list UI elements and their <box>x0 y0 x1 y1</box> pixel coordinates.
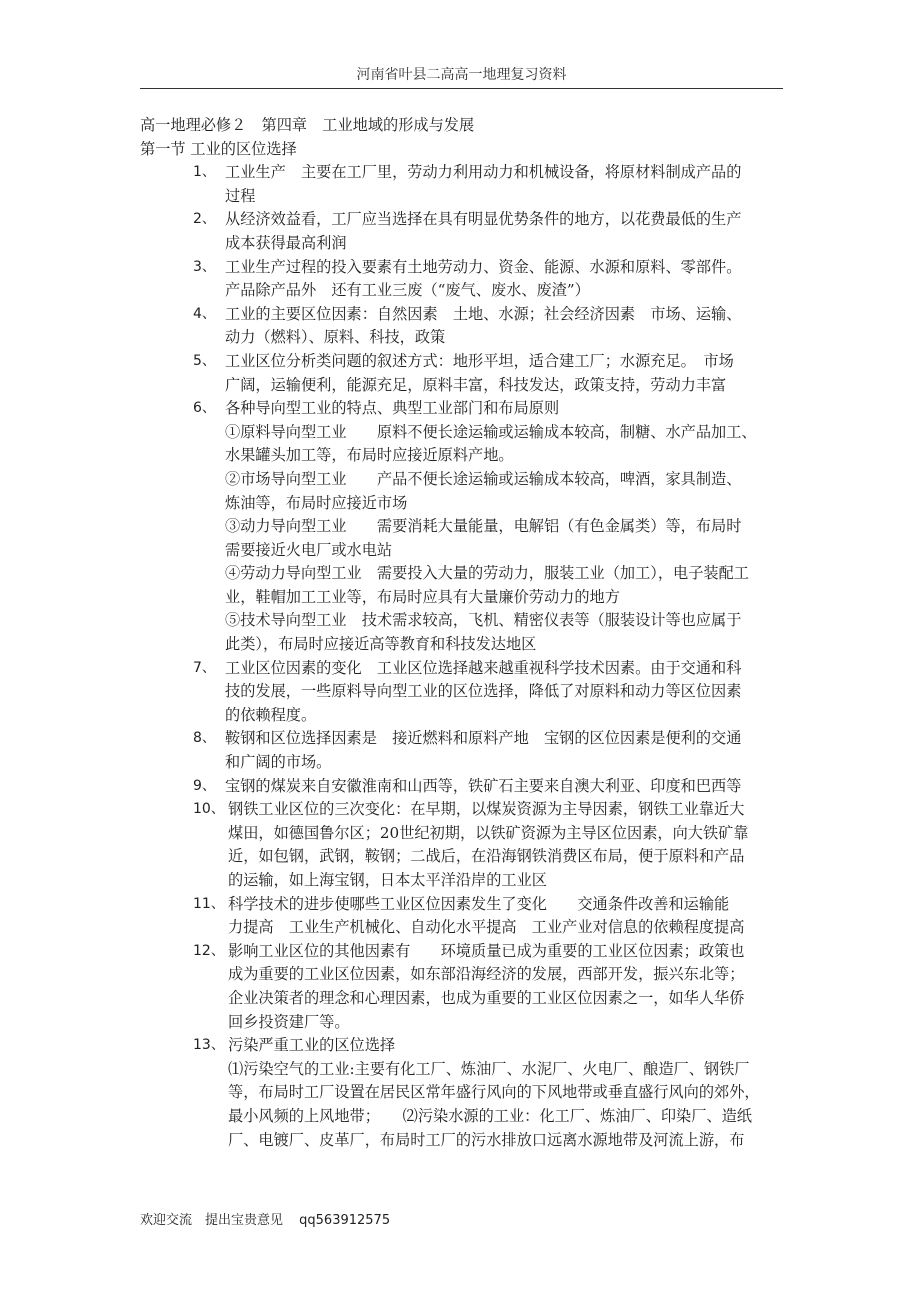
text-line: 的运输，如上海宝钢，日本太平洋沿岸的工业区 <box>228 871 547 889</box>
list-item-text <box>228 940 790 1034</box>
footer-message: 欢迎交流 提出宝贵意见 <box>140 1213 284 1228</box>
text-line: 科学技术的进步使哪些工业区位因素发生了变化 交通条件改善和运输能 <box>228 894 730 913</box>
text-line: 影响工业区位的其他因素有 环境质量已成为重要的工业区位因素；政策也 <box>228 941 745 960</box>
list-item-number: 6、 <box>193 400 216 417</box>
header-title: 河南省叶县二高高一地理复习资料 <box>356 67 567 83</box>
list-item <box>193 350 790 397</box>
text-line: ①原料导向型工业 原料不便长途运输或运输成本较高，制糖、水产品加工、 <box>225 422 757 441</box>
list-item <box>193 657 790 728</box>
list-item <box>193 727 790 774</box>
list-item <box>193 256 790 303</box>
list-item-text <box>225 208 790 255</box>
list-item-text <box>228 798 790 892</box>
section-heading: 第一节 工业的区位选择 <box>140 139 297 158</box>
list-item <box>193 798 790 892</box>
list-item-number: 9、 <box>193 777 216 794</box>
text-line: 回乡投资建厂等。 <box>228 1012 350 1031</box>
text-line: 各种导向型工业的特点、典型工业部门和布局原则 <box>225 399 560 418</box>
list-item-number: 3、 <box>193 258 216 275</box>
text-line: ③动力导向型工业 需要消耗大量能量，电解铝（有色金属类）等，布局时 <box>225 517 742 536</box>
numbered-list <box>140 161 790 1152</box>
list-item-text <box>225 161 790 208</box>
list-item-text <box>225 727 790 774</box>
text-line: 成本获得最高利润 <box>225 233 347 252</box>
list-item-number: 13、 <box>193 1037 225 1054</box>
text-line: 过程 <box>225 186 256 205</box>
text-line: ④劳动力导向型工业 需要投入大量的劳动力，服装工业（加工），电子装配工 <box>225 564 749 583</box>
text-line: ②市场导向型工业 产品不便长途运输或运输成本较高，啤酒，家具制造、 <box>225 469 742 488</box>
text-line: 工业的主要区位因素：自然因素 土地、水源；社会经济因素 市场、运输、 <box>225 304 742 323</box>
text-line: 技的发展，一些原料导向型工业的区位选择，降低了对原料和动力等区位因素 <box>225 682 742 701</box>
text-line: 宝钢的煤炭来自安徽淮南和山西等，铁矿石主要来自澳大利亚、印度和巴西等 <box>225 776 742 795</box>
list-item <box>193 940 790 1034</box>
list-item <box>193 161 790 208</box>
document-body <box>140 114 790 1152</box>
text-line: 工业区位分析类问题的叙述方式：地形平坦，适合建工厂；水源充足。 市场 <box>225 351 734 370</box>
list-item-number: 11、 <box>193 895 225 912</box>
text-line: 动力（燃料）、原料、科技，政策 <box>225 328 446 347</box>
footer-contact: qq563912575 <box>299 1213 391 1228</box>
text-line: 和广阔的市场。 <box>225 753 332 772</box>
text-line: 需要接近火电厂或水电站 <box>225 540 393 559</box>
text-line: 厂、电镀厂、皮革厂，布局时工厂的污水排放口远离水源地带及河流上游，布 <box>228 1130 745 1149</box>
text-line: 此类），布局时应接近高等教育和科技发达地区 <box>225 635 537 654</box>
list-item <box>193 1034 790 1152</box>
text-line: 力提高 工业生产机械化、自动化水平提高 工业产业对信息的依赖程度提高 <box>228 918 745 937</box>
list-item-text <box>225 303 790 350</box>
text-line: ⑴污染空气的工业:主要有化工厂、炼油厂、水泥厂、火电厂、酿造厂、钢铁厂 <box>228 1059 750 1078</box>
list-item <box>193 893 790 940</box>
list-item-text <box>225 657 790 728</box>
list-item-number: 8、 <box>193 730 216 747</box>
text-line: 从经济效益看，工厂应当选择在具有明显优势条件的地方，以花费最低的生产 <box>225 210 742 229</box>
text-line: 工业生产过程的投入要素有土地劳动力、资金、能源、水源和原料、零部件。 <box>225 257 742 276</box>
list-item-number: 5、 <box>193 352 216 369</box>
text-line: 产品除产品外 还有工业三废（“废气、废水、废渣”） <box>225 281 590 300</box>
page-header <box>140 64 783 89</box>
list-item <box>193 303 790 350</box>
list-item-text <box>228 893 790 940</box>
list-item <box>193 208 790 255</box>
list-item-text <box>225 256 790 303</box>
list-item-text <box>225 350 790 397</box>
text-line: 广阔，运输便利，能源充足，原料丰富，科技发达，政策支持，劳动力丰富 <box>225 375 727 394</box>
page-footer <box>140 1209 390 1228</box>
text-line: 成为重要的工业区位因素，如东部沿海经济的发展，西部开发，振兴东北等； <box>228 965 745 984</box>
text-line: 最小风频的上风地带； ⑵污染水源的工业：化工厂、炼油厂、印染厂、造纸 <box>228 1106 752 1125</box>
text-line: ⑤技术导向型工业 技术需求较高，飞机、精密仪表等（服装设计等也应属于 <box>225 611 742 630</box>
text-line: 企业决策者的理念和心理因素，也成为重要的工业区位因素之一，如华人华侨 <box>228 988 745 1007</box>
text-line: 的依赖程度。 <box>225 705 317 724</box>
list-item-number: 10、 <box>193 801 225 818</box>
list-item-number: 7、 <box>193 659 216 676</box>
text-line: 污染严重工业的区位选择 <box>228 1036 396 1055</box>
text-line: 钢铁工业区位的三次变化：在早期，以煤炭资源为主导因素，钢铁工业靠近大 <box>228 800 745 819</box>
list-item-text <box>228 1034 790 1152</box>
text-line: 水果罐头加工等，布局时应接近原料产地。 <box>225 446 514 465</box>
text-line: 煤田，如德国鲁尔区；20世纪初期，以铁矿资源为主导区位因素，向大铁矿靠 <box>228 823 749 842</box>
text-line: 近，如包钢，武钢，鞍钢；二战后，在沿海钢铁消费区布局，便于原料和产品 <box>228 847 745 866</box>
list-item <box>193 397 790 657</box>
list-item <box>193 775 790 799</box>
list-item-text <box>225 775 790 799</box>
list-item-number: 4、 <box>193 305 216 322</box>
list-item-number: 2、 <box>193 211 216 228</box>
text-line: 鞍钢和区位选择因素是 接近燃料和原料产地 宝钢的区位因素是便利的交通 <box>225 729 742 748</box>
text-line: 业，鞋帽加工工业等，布局时应具有大量廉价劳动力的地方 <box>225 587 620 606</box>
list-item-number: 1、 <box>193 164 216 181</box>
list-item-number: 12、 <box>193 942 225 959</box>
text-line: 炼油等，布局时应接近市场 <box>225 493 408 512</box>
text-line: 等，布局时工厂设置在居民区常年盛行风向的下风地带或垂直盛行风向的郊外， <box>228 1083 760 1102</box>
text-line: 工业生产 主要在工厂里，劳动力利用动力和机械设备，将原材料制成产品的 <box>225 163 742 182</box>
document-title: 高一地理必修２ 第四章 工业地域的形成与发展 <box>140 116 475 134</box>
text-line: 工业区位因素的变化 工业区位选择越来越重视科学技术因素。由于交通和科 <box>225 658 742 677</box>
list-item-text <box>225 397 790 657</box>
